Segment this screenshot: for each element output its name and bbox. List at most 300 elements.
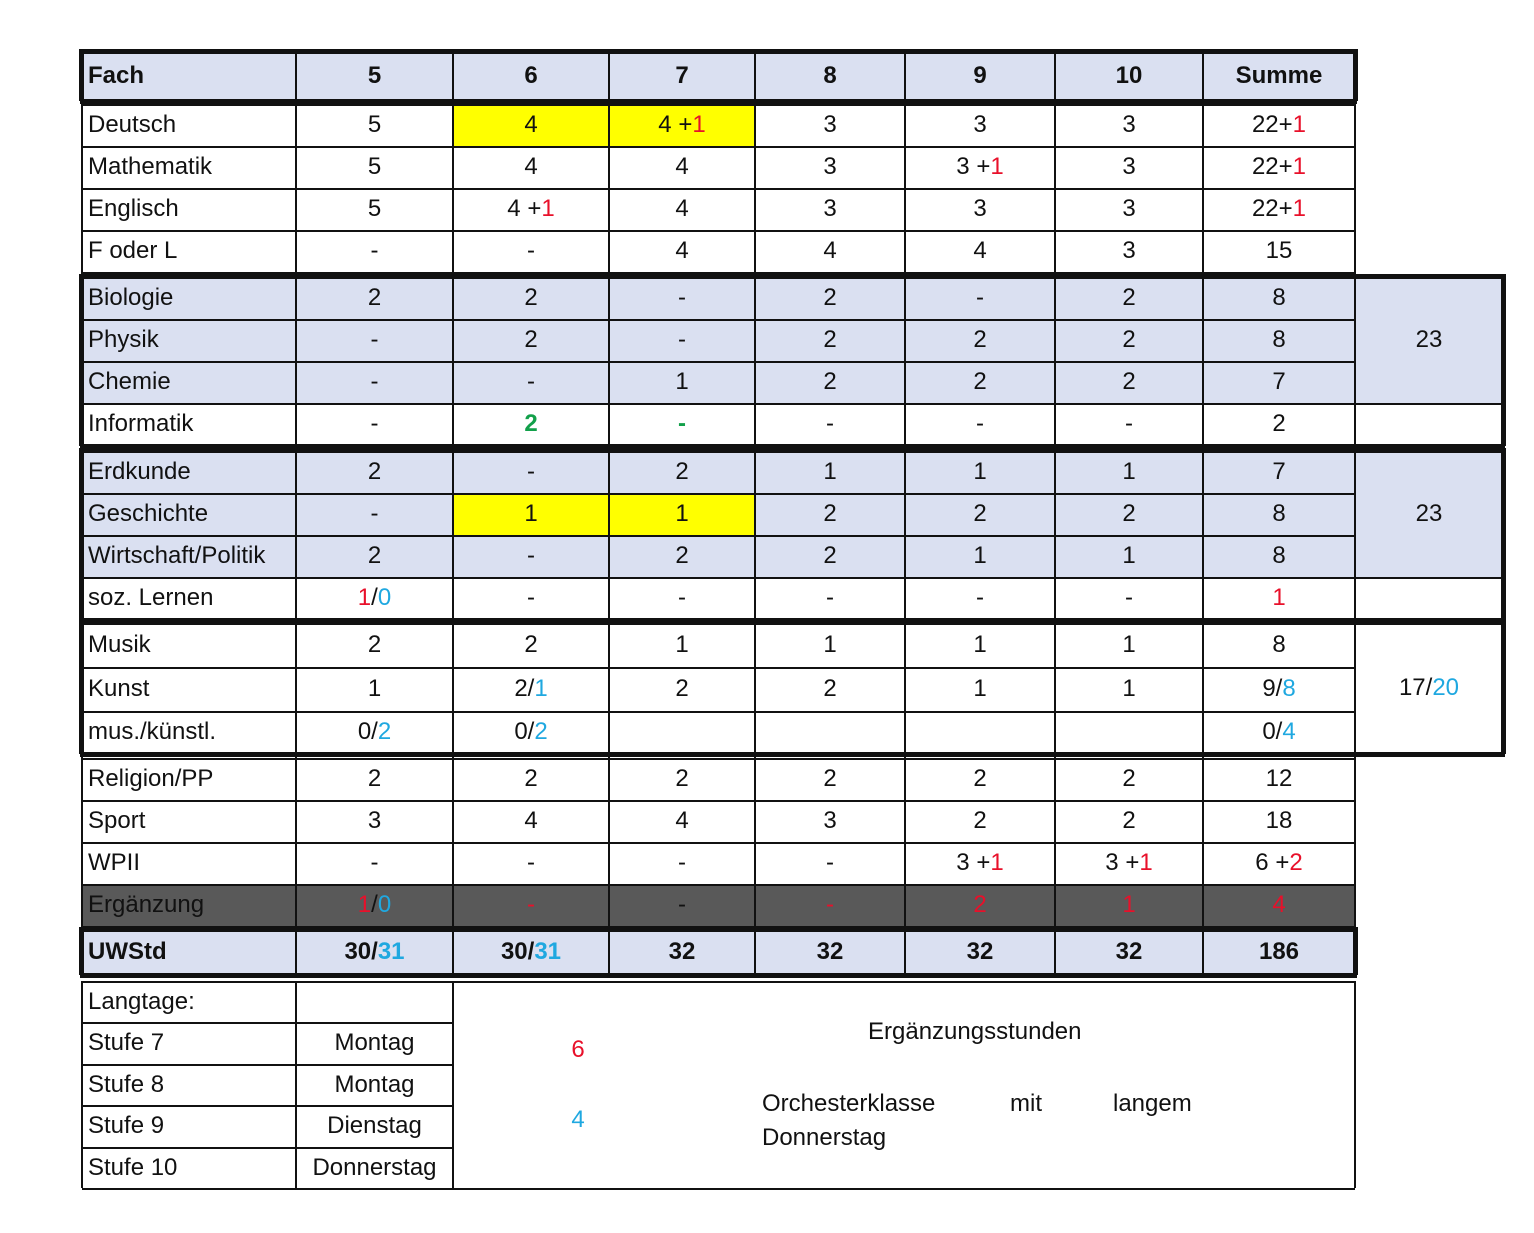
cell-text: 3	[1122, 153, 1136, 180]
cell-text: 2	[1122, 368, 1136, 395]
total-cell	[609, 930, 755, 974]
cell-text: 4	[675, 237, 689, 264]
table-border	[1353, 927, 1358, 975]
cell-text: 2	[823, 326, 837, 353]
cell-text: 1	[990, 849, 1004, 876]
cell-text: Wirtschaft/Politik	[88, 542, 266, 569]
hours-cell	[1203, 800, 1355, 842]
cell-text: -	[976, 410, 984, 437]
hours-cell	[755, 493, 905, 535]
cell-text: 22+	[1251, 111, 1293, 138]
cell-text: 3	[823, 807, 837, 834]
hours-cell	[1055, 319, 1203, 361]
cell-text: -	[527, 237, 535, 264]
cell-text: -	[527, 891, 535, 918]
cell-text: 3	[1122, 237, 1136, 264]
hours-cell	[1055, 277, 1203, 319]
subject-label	[82, 319, 296, 361]
hours-cell	[453, 361, 609, 403]
cell-text: 2	[823, 284, 837, 311]
hours-cell	[1203, 667, 1355, 711]
cell-text: -	[976, 584, 984, 611]
hours-cell	[453, 800, 609, 842]
cell-text: -	[370, 410, 379, 437]
cell-text: 2	[1122, 326, 1136, 353]
table-border	[80, 448, 1505, 453]
total-cell	[1203, 930, 1355, 974]
table-border	[82, 1064, 453, 1066]
cell-text: 2	[823, 542, 837, 569]
hours-cell	[296, 884, 453, 926]
cell-text: 2	[367, 458, 382, 485]
cell-text: 4 +	[507, 195, 542, 222]
cell-text: mus./künstl.	[88, 718, 217, 745]
subject-label	[82, 800, 296, 842]
table-border	[82, 188, 1355, 190]
hours-cell	[296, 361, 453, 403]
hours-cell	[755, 104, 905, 146]
cell-text: 2	[675, 542, 689, 569]
hours-cell	[1055, 842, 1203, 884]
cell-text: 1	[973, 458, 987, 485]
hours-cell	[296, 577, 453, 619]
legend-cyan-text-3: langem	[1113, 1090, 1192, 1117]
cell-text: 22+	[1251, 195, 1293, 222]
cell-text: 1	[1122, 891, 1136, 918]
hours-cell	[609, 535, 755, 577]
legend-cyan-text-1: Orchesterklasse	[762, 1090, 936, 1117]
hours-cell	[453, 188, 609, 230]
hours-cell	[296, 623, 453, 667]
cell-text: 2	[973, 368, 987, 395]
hours-cell	[296, 667, 453, 711]
cell-text: 4 +	[658, 111, 693, 138]
hours-cell	[1203, 535, 1355, 577]
cell-text: 2	[524, 326, 538, 353]
hours-cell	[1203, 361, 1355, 403]
arts-group-sum	[1355, 623, 1503, 753]
hours-cell	[905, 842, 1055, 884]
hours-cell	[609, 577, 755, 619]
hours-cell	[755, 451, 905, 493]
cell-text: 1	[1122, 458, 1136, 485]
cell-text: /	[371, 584, 378, 611]
table-border	[79, 49, 84, 101]
cell-text: 8	[1272, 500, 1286, 527]
hours-cell	[609, 403, 755, 445]
cell-text: 1	[541, 195, 555, 222]
table-border	[1354, 981, 1356, 1188]
header-cell: 10	[1055, 52, 1203, 100]
cell-text: 9/	[1262, 675, 1283, 702]
cell-text: 1	[1122, 675, 1136, 702]
table-border	[904, 52, 906, 974]
cell-text: -	[527, 368, 535, 395]
table-border	[79, 274, 84, 446]
legend-red-value: 6	[571, 1036, 585, 1063]
hours-cell	[755, 842, 905, 884]
hours-cell	[755, 623, 905, 667]
hours-cell	[1203, 104, 1355, 146]
cell-text: -	[826, 891, 834, 918]
cell-text: 2	[823, 675, 837, 702]
hours-cell	[1203, 230, 1355, 272]
hours-cell	[296, 535, 453, 577]
long-day-weekday: Donnerstag	[312, 1153, 437, 1181]
hours-cell	[609, 758, 755, 800]
cell-text: 3	[823, 195, 837, 222]
table-border	[82, 535, 1355, 537]
hours-cell	[1203, 884, 1355, 926]
hours-cell	[905, 667, 1055, 711]
hours-cell	[755, 319, 905, 361]
hours-cell	[905, 577, 1055, 619]
cell-text: 2	[1122, 765, 1136, 792]
cell-text: -	[370, 500, 379, 527]
header-cell: 9	[905, 52, 1055, 100]
table-border	[82, 1105, 453, 1107]
hours-cell	[609, 361, 755, 403]
hours-cell	[1203, 188, 1355, 230]
cell-text: 2	[524, 284, 538, 311]
cell-text: -	[678, 410, 686, 437]
table-border	[80, 973, 1357, 978]
cell-text: 4	[973, 237, 987, 264]
long-day-stufe: Stufe 9	[88, 1112, 165, 1139]
table-border	[82, 667, 1355, 669]
cell-text: -	[1125, 584, 1133, 611]
table-border	[1355, 403, 1503, 405]
hours-cell	[609, 711, 755, 753]
hours-cell	[1055, 577, 1203, 619]
hours-cell	[296, 230, 453, 272]
hours-cell	[453, 623, 609, 667]
subject-label	[82, 403, 296, 445]
total-cell	[296, 930, 453, 974]
long-days-title: Langtage:	[88, 987, 195, 1015]
cell-text: 4	[1272, 891, 1286, 918]
cell-text: 2	[675, 458, 689, 485]
cell-text: 8	[1272, 284, 1286, 311]
table-border	[80, 49, 1357, 54]
hours-cell	[609, 667, 755, 711]
hours-cell	[609, 188, 755, 230]
hours-cell	[296, 104, 453, 146]
cell-text: 2/	[514, 675, 535, 702]
cell-text: 2	[1289, 849, 1303, 876]
cell-text: 2	[823, 368, 837, 395]
hours-cell	[1055, 800, 1203, 842]
hours-cell	[755, 361, 905, 403]
cell-text: Ergänzung	[88, 891, 205, 918]
cell-text: Mathematik	[88, 153, 213, 180]
cell-text: -	[826, 410, 834, 437]
cell-text: 0	[377, 584, 392, 611]
subject-label	[82, 146, 296, 188]
hours-cell	[609, 623, 755, 667]
table-border	[82, 758, 1355, 760]
cell-text: 32	[966, 938, 994, 965]
hours-cell	[453, 667, 609, 711]
cell-text: 2	[1272, 410, 1286, 437]
cell-text: 1	[973, 542, 987, 569]
cell-text: 2	[524, 410, 538, 437]
table-border	[82, 1022, 453, 1024]
cell-text: 0/	[1262, 718, 1283, 745]
table-border	[1355, 577, 1503, 579]
hours-cell	[905, 711, 1055, 753]
hours-cell	[453, 277, 609, 319]
table-border	[82, 884, 1355, 886]
hours-cell	[755, 577, 905, 619]
cell-text: 8	[1282, 675, 1296, 702]
legend-red-text: Ergänzungsstunden	[868, 1018, 1082, 1045]
cell-text: 8	[1272, 631, 1286, 658]
hours-cell	[1055, 451, 1203, 493]
table-border	[79, 927, 84, 975]
cell-text: 1	[1292, 153, 1307, 180]
table-border	[79, 620, 84, 754]
cell-text: Geschichte	[88, 500, 209, 527]
hours-cell	[1203, 842, 1355, 884]
legend-cyan-text-2: mit	[1010, 1090, 1042, 1117]
hours-cell	[609, 277, 755, 319]
table-border	[80, 752, 1505, 757]
header-cell: 6	[453, 52, 609, 100]
cell-text: -	[678, 891, 686, 918]
hours-cell	[1055, 230, 1203, 272]
table-border	[1354, 451, 1356, 619]
hours-cell	[453, 451, 609, 493]
cell-text: 30/	[500, 938, 535, 965]
cell-text: 2	[675, 765, 689, 792]
subject-label	[82, 451, 296, 493]
cell-text: 3 +	[956, 153, 991, 180]
hours-cell	[296, 403, 453, 445]
cell-text: -	[826, 849, 834, 876]
hours-cell	[755, 188, 905, 230]
hours-cell	[609, 800, 755, 842]
cell-text: 22+	[1251, 153, 1293, 180]
table-border	[82, 1188, 1355, 1190]
table-border	[82, 981, 1355, 983]
table-border	[82, 711, 1355, 713]
cell-text: F oder L	[88, 237, 178, 264]
subject-label	[82, 842, 296, 884]
cell-text: 1	[990, 153, 1004, 180]
header-cell: Fach	[82, 52, 296, 100]
cell-text: 1	[1122, 631, 1136, 658]
hours-cell	[1203, 711, 1355, 753]
cell-text: -	[370, 237, 379, 264]
cell-text: 12	[1265, 765, 1293, 792]
header-cell: 5	[296, 52, 453, 100]
cell-text: 6 +	[1255, 849, 1290, 876]
header-cell: 7	[609, 52, 755, 100]
cell-text: soz. Lernen	[88, 584, 214, 611]
hours-cell	[609, 493, 755, 535]
cell-text: Biologie	[88, 284, 174, 311]
hours-cell	[905, 146, 1055, 188]
hours-cell	[905, 188, 1055, 230]
hours-cell	[1055, 403, 1203, 445]
cell-text: -	[527, 584, 535, 611]
hours-cell	[296, 319, 453, 361]
table-border	[295, 52, 297, 974]
hours-cell	[1055, 623, 1203, 667]
hours-cell	[1203, 623, 1355, 667]
hours-cell	[1203, 493, 1355, 535]
table-border	[754, 52, 756, 974]
long-day-stufe: Stufe 7	[88, 1029, 165, 1056]
hours-cell	[755, 884, 905, 926]
table-border	[1054, 52, 1056, 974]
cell-text: 1	[1292, 195, 1307, 222]
cell-text: 0/	[514, 718, 535, 745]
group-sum-part: 17/	[1398, 674, 1433, 701]
group-sum-part: 20	[1432, 674, 1460, 701]
cell-text: 4	[1282, 718, 1296, 745]
hours-cell	[1203, 577, 1355, 619]
table-border	[452, 52, 454, 974]
cell-text: 0/	[357, 718, 378, 745]
cell-text: 3	[823, 111, 837, 138]
cell-text: 3	[1122, 111, 1136, 138]
cell-text: 1	[357, 584, 372, 611]
cell-text: 4	[675, 153, 689, 180]
cell-text: 1	[1139, 849, 1153, 876]
hours-cell	[755, 667, 905, 711]
cell-text: 32	[816, 938, 844, 965]
table-border	[1501, 620, 1506, 754]
hours-cell	[609, 884, 755, 926]
table-border	[82, 403, 1355, 405]
subject-label	[82, 667, 296, 711]
hours-cell	[755, 800, 905, 842]
table-border	[452, 981, 454, 1188]
hours-cell	[453, 403, 609, 445]
total-cell	[82, 930, 296, 974]
cell-text: -	[678, 326, 686, 353]
hours-cell	[905, 758, 1055, 800]
hours-cell	[1055, 758, 1203, 800]
hours-cell	[1203, 277, 1355, 319]
subject-label	[82, 104, 296, 146]
hours-cell	[1055, 146, 1203, 188]
hours-cell	[296, 842, 453, 884]
hours-cell	[905, 319, 1055, 361]
hours-cell	[1203, 319, 1355, 361]
hours-cell	[1055, 884, 1203, 926]
cell-text: 2	[1122, 284, 1136, 311]
legend-cyan-text-4: Donnerstag	[762, 1124, 887, 1151]
table-border	[82, 800, 1355, 802]
table-border	[80, 927, 1357, 932]
social-group-sum: 23	[1415, 500, 1443, 527]
cell-text: /	[371, 891, 378, 918]
hours-cell	[609, 319, 755, 361]
table-border	[80, 99, 1357, 104]
cell-text: -	[370, 326, 379, 353]
hours-cell	[905, 451, 1055, 493]
cell-text: 31	[377, 938, 405, 965]
cell-text: 5	[367, 111, 382, 138]
cell-text: 1	[1122, 542, 1136, 569]
cell-text: Chemie	[88, 368, 171, 395]
cell-text: 1	[524, 500, 538, 527]
cell-text: 3	[367, 807, 382, 834]
subject-label	[82, 230, 296, 272]
cell-text: 1	[367, 675, 382, 702]
cell-text: 3	[973, 195, 987, 222]
hours-cell	[905, 493, 1055, 535]
table-border	[82, 1147, 453, 1149]
hours-cell	[905, 884, 1055, 926]
cell-text: -	[1125, 410, 1133, 437]
table-border	[1353, 49, 1358, 101]
long-day-weekday: Dienstag	[327, 1112, 422, 1139]
cell-text: 8	[1272, 326, 1286, 353]
cell-text: UWStd	[88, 938, 167, 965]
science-group-sum: 23	[1415, 326, 1443, 353]
long-day-weekday: Montag	[334, 1070, 415, 1098]
cell-text: 0	[377, 891, 392, 918]
cell-text: 1	[357, 891, 372, 918]
cell-text: 2	[1122, 807, 1136, 834]
hours-cell	[296, 188, 453, 230]
cell-text: Englisch	[88, 195, 179, 222]
cell-text: 7	[1272, 368, 1286, 395]
long-day-stufe: Stufe 10	[88, 1153, 178, 1181]
cell-text: -	[370, 849, 379, 876]
hours-cell	[1203, 758, 1355, 800]
table-border	[80, 274, 1505, 279]
subject-label	[82, 188, 296, 230]
table-border	[82, 361, 1355, 363]
hours-cell	[453, 104, 609, 146]
cell-text: 1	[675, 368, 689, 395]
cell-text: 1	[1272, 584, 1286, 611]
table-border	[82, 842, 1355, 844]
hours-cell	[1055, 361, 1203, 403]
cell-text: 1	[823, 631, 837, 658]
total-cell	[453, 930, 609, 974]
cell-text: 18	[1265, 807, 1293, 834]
cell-text: 186	[1258, 938, 1300, 965]
table-border	[1202, 52, 1204, 974]
cell-text: 2	[524, 631, 538, 658]
hours-cell	[1203, 146, 1355, 188]
table-border	[82, 104, 1355, 106]
hours-cell	[296, 277, 453, 319]
cell-text: -	[678, 849, 686, 876]
table-border	[82, 146, 1355, 148]
table-border	[1501, 274, 1506, 446]
cell-text: 4	[675, 195, 689, 222]
subject-label	[82, 493, 296, 535]
cell-text: 30/	[344, 938, 378, 965]
cell-text: 3 +	[956, 849, 991, 876]
hours-cell	[1203, 403, 1355, 445]
cell-text: 15	[1265, 237, 1293, 264]
hours-cell	[453, 758, 609, 800]
hours-cell	[1055, 493, 1203, 535]
cell-text: Sport	[88, 807, 146, 834]
table-border	[1354, 277, 1356, 445]
cell-text: 2	[823, 765, 837, 792]
hours-cell	[755, 403, 905, 445]
cell-text: -	[527, 458, 535, 485]
